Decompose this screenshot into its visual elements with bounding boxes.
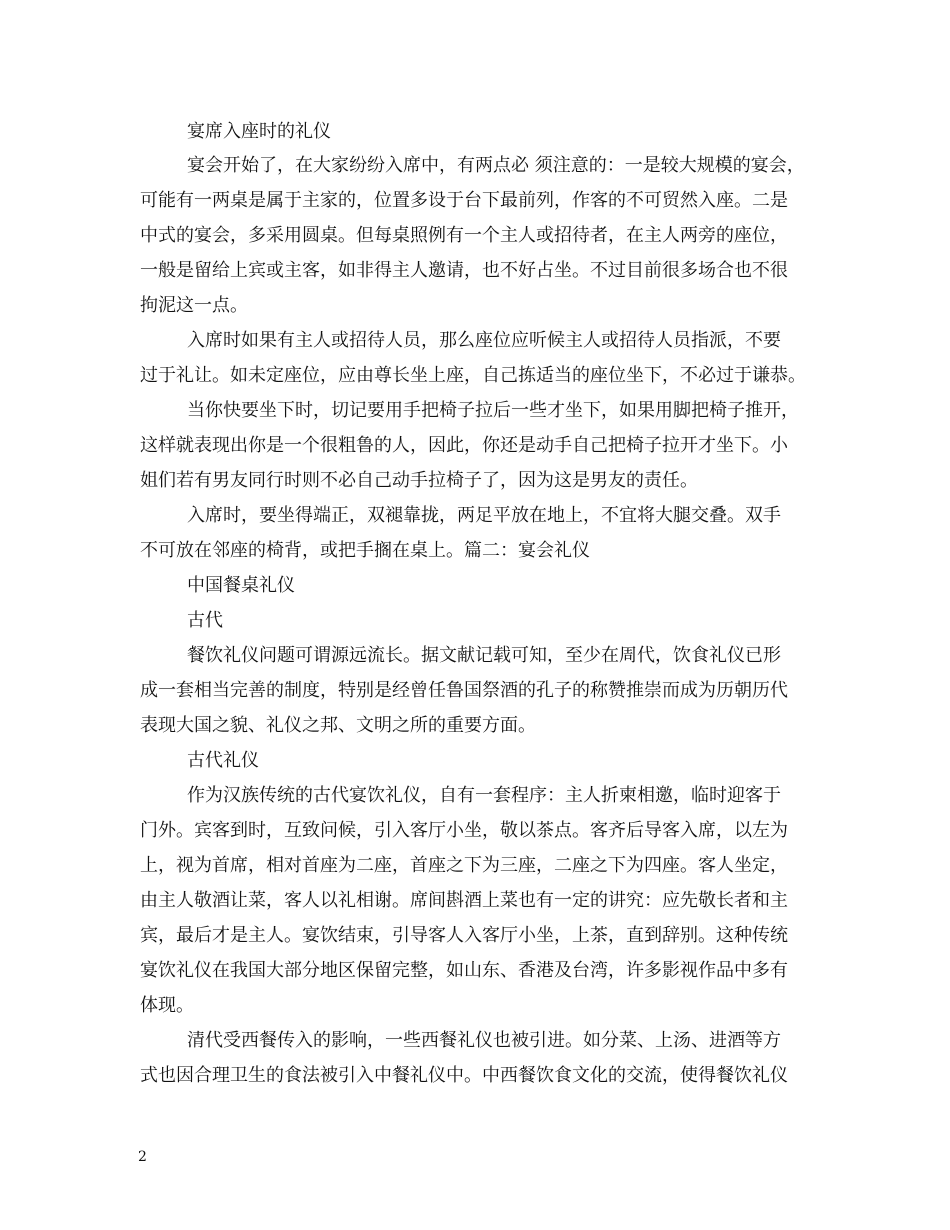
text-line: 作为汉族传统的古代宴饮礼仪，自有一套程序：主人折柬相邀，临时迎客于 (187, 785, 781, 806)
text-line: 当你快要坐下时，切记要用手把椅子拉后一些才坐下，如果用脚把椅子推开， (187, 400, 799, 421)
text-line: 门外。宾客到时，互致问候，引入客厅小坐，敬以茶点。客齐后导客入席，以左为 (140, 820, 788, 841)
text-line: 餐饮礼仪问题可谓源远流长。据文献记载可知，至少在周代，饮食礼仪已形 (187, 645, 781, 666)
text-line: 宾，最后才是主人。宴饮结束，引导客人入客厅小坐，上茶，直到辞别。这种传统 (140, 925, 788, 946)
text-line: 体现。 (140, 995, 194, 1016)
text-line: 由主人敬酒让菜，客人以礼相谢。席间斟酒上菜也有一定的讲究：应先敬长者和主 (140, 890, 788, 911)
text-line: 成一套相当完善的制度，特别是经曾任鲁国祭酒的孔子的称赞推崇而成为历朝历代 (140, 680, 788, 701)
text-line: 上，视为首席，相对首座为二座，首座之下为三座，二座之下为四座。客人坐定， (140, 855, 788, 876)
text-line: 姐们若有男友同行时则不必自己动手拉椅子了，因为这是男友的责任。 (140, 470, 698, 491)
text-line: 过于礼让。如未定座位，应由尊长坐上座，自己拣适当的座位坐下，不必过于谦恭。 (140, 365, 806, 386)
text-line: 表现大国之貌、礼仪之邦、文明之所的重要方面。 (140, 715, 536, 736)
text-line: 不可放在邻座的椅背，或把手搁在桌上。篇二：宴会礼仪 (140, 540, 590, 561)
text-line: 中式的宴会，多采用圆桌。但每桌照例有一个主人或招待者，在主人两旁的座位， (140, 225, 788, 246)
section-heading: 古代礼仪 (187, 750, 259, 771)
text-line: 入席时，要坐得端正，双褪靠拢，两足平放在地上，不宜将大腿交叠。双手 (187, 505, 781, 526)
text-line: 宴会开始了，在大家纷纷入席中，有两点必 须注意的：一是较大规模的宴会， (187, 155, 805, 176)
page-number: 2 (138, 1149, 147, 1165)
text-line: 拘泥这一点。 (140, 295, 248, 316)
text-line: 宴饮礼仪在我国大部分地区保留完整，如山东、香港及台湾，许多影视作品中多有 (140, 960, 788, 981)
text-line: 式也因合理卫生的食法被引入中餐礼仪中。中西餐饮食文化的交流，使得餐饮礼仪 (140, 1065, 788, 1086)
text-line: 清代受西餐传入的影响，一些西餐礼仪也被引进。如分菜、上汤、进酒等方 (187, 1030, 781, 1051)
section-heading: 宴席入座时的礼仪 (187, 121, 331, 142)
text-line: 一般是留给上宾或主客，如非得主人邀请，也不好占坐。不过目前很多场合也不很 (140, 260, 788, 281)
text-line: 可能有一两桌是属于主家的，位置多设于台下最前列，作客的不可贸然入座。二是 (140, 190, 788, 211)
text-line: 入席时如果有主人或招待人员，那么座位应听候主人或招待人员指派，不要 (187, 330, 781, 351)
section-heading: 中国餐桌礼仪 (187, 575, 295, 596)
section-heading: 古代 (187, 610, 223, 631)
text-line: 这样就表现出你是一个很粗鲁的人，因此，你还是动手自己把椅子拉开才坐下。小 (140, 435, 788, 456)
